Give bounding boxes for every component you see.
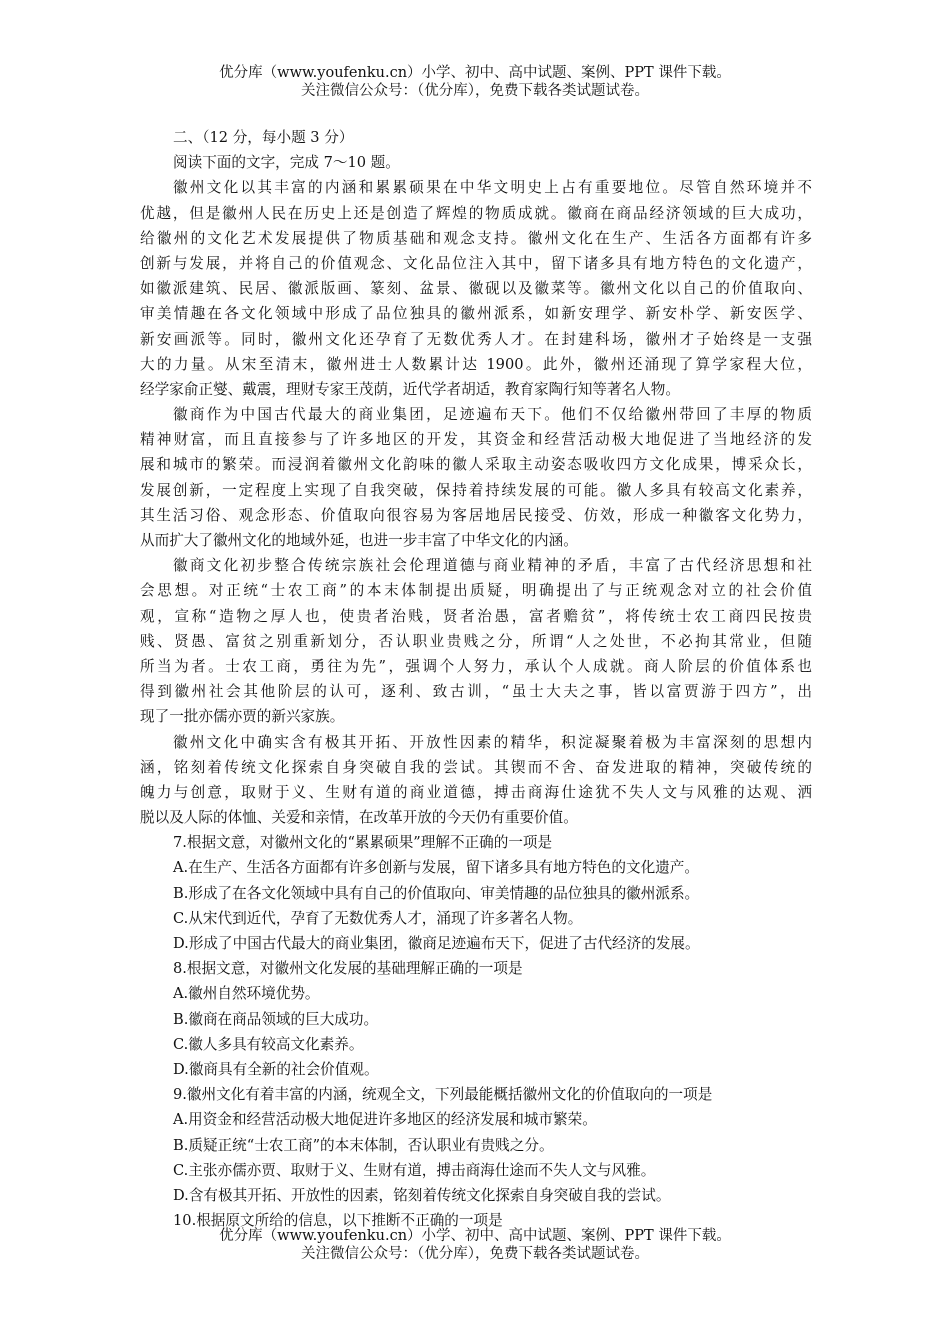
section-title: 二、（12 分，每小题 3 分） — [173, 129, 354, 146]
passage-paragraph-3 — [140, 553, 812, 729]
question-stem: 8.根据文意，对徽州文化发展的基础理解正确的一项是 — [173, 960, 523, 978]
passage-line: 优越，但是徽州人民在历史上还是创造了辉煌的物质成就。徽商在商品经济领域的巨大成功， — [140, 204, 812, 222]
question-option-d: D.含有极其开拓、开放性的因素，铭刻着传统文化探索自身突破自我的尝试。 — [173, 1186, 671, 1204]
question-7 — [140, 830, 812, 956]
passage-line: 给徽州的文化艺术发展提供了物质基础和观念支持。徽州文化在生产、生活各方面都有许多 — [140, 229, 812, 247]
question-option-b: B.形成了在各文化领域中具有自己的价值取向、审美情趣的品位独具的徽州派系。 — [173, 884, 700, 902]
passage-line: 创新与发展，并将自己的价值观念、文化品位注入其中，留下诸多具有地方特色的文化遗产， — [140, 254, 812, 272]
question-option-c: C.徽人多具有较高文化素养。 — [173, 1035, 364, 1053]
page-footer — [0, 1227, 950, 1263]
question-option-b: B.徽商在商品领域的巨大成功。 — [173, 1010, 379, 1028]
passage-line: 得到徽州社会其他阶层的认可，逐利、致古训，“虽士大夫之事，皆以富贾游于四方”，出 — [140, 683, 812, 701]
passage-line: 涵，铭刻着传统文化探索自身突破自我的尝试。其锲而不舍、奋发进取的精神，突破传统的 — [140, 758, 812, 776]
passage-line: 徽州文化以其丰富的内涵和累累硕果在中华文明史上占有重要地位。尽管自然环境并不 — [173, 179, 812, 197]
footer-line-1: 优分库（www.youfenku.cn）小学、初中、高中试题、案例、PPT 课件下载。 — [219, 1228, 731, 1244]
question-option-a: A.用资金和经营活动极大地促进许多地区的经济发展和城市繁荣。 — [173, 1111, 597, 1129]
passage-line: 大的力量。从宋至清末，徽州进士人数累计达 1900。此外，徽州还涌现了算学家程大位， — [140, 355, 812, 373]
passage-line: 会思想。对正统“士农工商”的本末体制提出质疑，明确提出了与正统观念对立的社会价值 — [140, 582, 812, 600]
passage-line: 审美情趣在各文化领域中形成了品位独具的徽州派系，如新安理学、新安朴学、新安医学、 — [140, 305, 812, 323]
passage-line: 展和城市的繁荣。而浸润着徽州文化韵味的徽人采取主动姿态吸收四方文化成果，博采众长， — [140, 456, 812, 474]
question-option-a: A.在生产、生活各方面都有许多创新与发展，留下诸多具有地方特色的文化遗产。 — [173, 859, 699, 877]
main-content — [140, 125, 812, 1233]
passage-line: 徽州文化中确实含有极其开拓、开放性因素的精华，积淀凝聚着极为丰富深刻的思想内 — [173, 733, 812, 751]
question-option-a: A.徽州自然环境优势。 — [173, 985, 320, 1003]
question-9 — [140, 1082, 812, 1208]
question-option-d: D.徽商具有全新的社会价值观。 — [173, 1060, 379, 1078]
passage-line: 所当为者。士农工商，勇往为先”，强调个人努力，承认个人成就。商人阶层的价值体系也 — [140, 657, 812, 675]
passage-line: 现了一批亦儒亦贾的新兴家族。 — [140, 708, 345, 726]
question-stem: 7.根据文意，对徽州文化的“累累硕果”理解不正确的一项是 — [173, 834, 553, 852]
question-stem: 10.根据原文所给的信息，以下推断不正确的一项是 — [173, 1212, 503, 1230]
passage-line: 脱以及人际的体恤、关爱和亲情，在改革开放的今天仍有重要价值。 — [140, 809, 578, 827]
question-option-d: D.形成了中国古代最大的商业集团，徽商足迹遍布天下，促进了古代经济的发展。 — [173, 935, 700, 952]
question-option-c: C.主张亦儒亦贾、取财于义、生财有道，搏击商海仕途而不失人文与风雅。 — [173, 1161, 656, 1179]
question-option-b: B.质疑正统“士农工商”的本末体制，否认职业有贵贱之分。 — [173, 1136, 554, 1154]
passage-line: 魄力与创意，取财于义、生财有道的商业道德，搏击商海仕途犹不失人文与风雅的达观、洒 — [140, 783, 812, 801]
question-8 — [140, 956, 812, 1082]
passage-line: 徽商作为中国古代最大的商业集团，足迹遍布天下。他们不仅给徽州带回了丰厚的物质 — [173, 406, 812, 424]
section-instruction: 阅读下面的文字，完成 7～10 题。 — [173, 154, 400, 172]
passage-line: 徽商文化初步整合传统宗族社会伦理道德与商业精神的矛盾，丰富了古代经济思想和社 — [173, 557, 812, 575]
footer-line-2: 关注微信公众号：（优分库），免费下载各类试题试卷。 — [301, 1246, 649, 1262]
passage-line: 新安画派等。同时，徽州文化还孕育了无数优秀人才。在封建科场，徽州才子始终是一支强 — [140, 330, 812, 348]
passage-line: 发展创新，一定程度上实现了自我突破，保持着持续发展的可能。徽人多具有较高文化素养， — [140, 481, 812, 499]
passage-line: 精神财富，而且直接参与了许多地区的开发，其资金和经营活动极大地促进了当地经济的发 — [140, 431, 812, 449]
passage-paragraph-4 — [140, 730, 812, 831]
passage-line: 贱、贤愚、富贫之别重新划分，否认职业贵贱之分，所谓“人之处世，不必拘其常业，但随 — [140, 632, 812, 650]
page-header — [0, 64, 950, 100]
question-option-c: C.从宋代到近代，孕育了无数优秀人才，涌现了许多著名人物。 — [173, 909, 583, 927]
passage-line: 观，宣称“造物之厚人也，使贵者治贱，贤者治愚，富者赡贫”，将传统士农工商四民按贵 — [140, 607, 812, 625]
passage-line: 如徽派建筑、民居、徽派版画、篆刻、盆景、徽砚以及徽菜等。徽州文化以自己的价值取向、 — [140, 280, 812, 298]
header-line-1: 优分库（www.youfenku.cn）小学、初中、高中试题、案例、PPT 课件下载。 — [219, 65, 731, 81]
passage-line: 经学家俞正燮、戴震，理财专家王茂荫，近代学者胡适，教育家陶行知等著名人物。 — [140, 380, 680, 398]
passage-line: 从而扩大了徽州文化的地域外延，也进一步丰富了中华文化的内涵。 — [140, 532, 578, 549]
passage-line: 其生活习俗、观念形态、价值取向很容易为客居地居民接受、仿效，形成一种徽客文化势力， — [140, 506, 812, 524]
passage-paragraph-2 — [140, 402, 812, 553]
question-stem: 9.徽州文化有着丰富的内涵，统观全文，下列最能概括徽州文化的价值取向的一项是 — [173, 1086, 713, 1104]
header-line-2: 关注微信公众号：（优分库），免费下载各类试题试卷。 — [301, 83, 649, 99]
passage-paragraph-1 — [140, 175, 812, 402]
